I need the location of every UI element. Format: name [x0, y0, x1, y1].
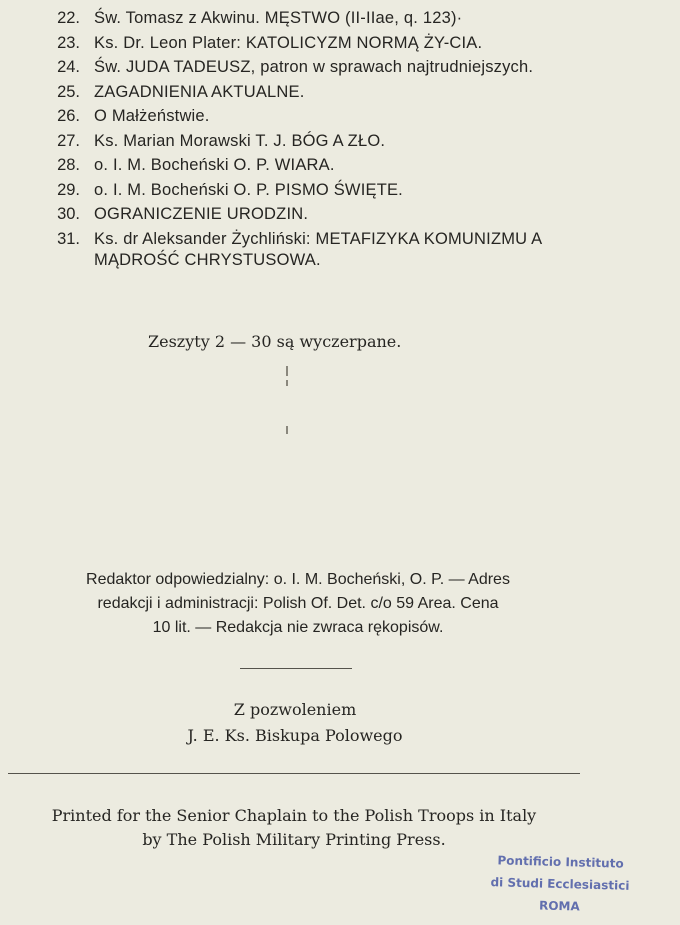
list-item	[40, 131, 600, 152]
item-text: O Małżeństwie.	[94, 107, 210, 125]
list-item	[40, 155, 600, 176]
imprimatur-line: J. E. Ks. Biskupa Polowego	[187, 726, 403, 745]
stamp-line: ROMA	[538, 898, 580, 914]
item-number: 28.	[57, 156, 80, 174]
item-number: 30.	[57, 205, 80, 223]
item-text: o. I. M. Bocheński O. P. WIARA.	[94, 156, 335, 174]
imprimatur-line: Z pozwoleniem	[233, 700, 357, 719]
decorative-marks	[286, 366, 290, 436]
imprimatur	[130, 697, 460, 749]
publication-list	[40, 8, 600, 274]
printer-line: Printed for the Senior Chaplain to the Polish Troops in Italy	[51, 806, 537, 825]
stamp-line: di Studi Ecclesiastici	[490, 875, 630, 893]
mark-stroke	[286, 426, 288, 434]
item-text: o. I. M. Bocheński O. P. PISMO ŚWIĘTE.	[94, 180, 403, 199]
colophon-line: 10 lit. — Redakcja nie zwraca rękopisów.	[152, 619, 444, 636]
item-text: OGRANICZENIE URODZIN.	[94, 205, 309, 223]
item-text: Św. Tomasz z Akwinu. MĘSTWO (II-IIae, q. 123)·	[94, 9, 463, 27]
stamp-line: Pontificio Instituto	[497, 853, 624, 871]
colophon-line: redakcji i administracji: Polish Of. Det. c/o 59 Area. Cena	[97, 595, 499, 612]
colophon-line: Redaktor odpowiedzialny: o. I. M. Bocheński, O. P. — Adres	[86, 571, 510, 588]
item-number: 31.	[57, 229, 80, 248]
list-item	[40, 82, 600, 103]
item-text: Ks. dr Aleksander Żychliński: METAFIZYKA KOMUNIZMU A MĄDROŚĆ CHRYSTUSOWA.	[94, 229, 542, 269]
item-text: Ks. Marian Morawski T. J. BÓG A ZŁO.	[94, 131, 386, 150]
list-item	[40, 106, 600, 127]
mark-stroke	[286, 366, 288, 376]
item-number: 26.	[57, 107, 80, 125]
editorial-colophon	[8, 568, 588, 640]
item-number: 25.	[57, 82, 80, 101]
list-item	[40, 204, 600, 225]
library-stamp	[459, 848, 661, 919]
out-of-print-note: Zeszyty 2 — 30 są wyczerpane.	[148, 332, 402, 351]
item-text: Ks. Dr. Leon Plater: KATOLICYZM NORMĄ ŻY-CIA.	[94, 33, 483, 52]
list-item	[40, 180, 600, 201]
list-item	[40, 229, 600, 271]
mark-stroke	[286, 380, 288, 386]
item-number: 24.	[57, 58, 80, 76]
list-item	[40, 33, 600, 54]
list-item	[40, 8, 600, 29]
printer-note	[8, 804, 580, 852]
divider	[240, 668, 352, 669]
item-number: 29.	[57, 180, 80, 199]
item-text: Św. JUDA TADEUSZ, patron w sprawach najtrudniejszych.	[94, 58, 534, 76]
item-number: 27.	[57, 131, 80, 150]
divider	[8, 773, 580, 774]
printer-line: by The Polish Military Printing Press.	[142, 830, 446, 849]
list-item	[40, 57, 600, 78]
item-text: ZAGADNIENIA AKTUALNE.	[94, 82, 305, 101]
item-number: 23.	[57, 33, 80, 52]
item-number: 22.	[57, 9, 80, 27]
